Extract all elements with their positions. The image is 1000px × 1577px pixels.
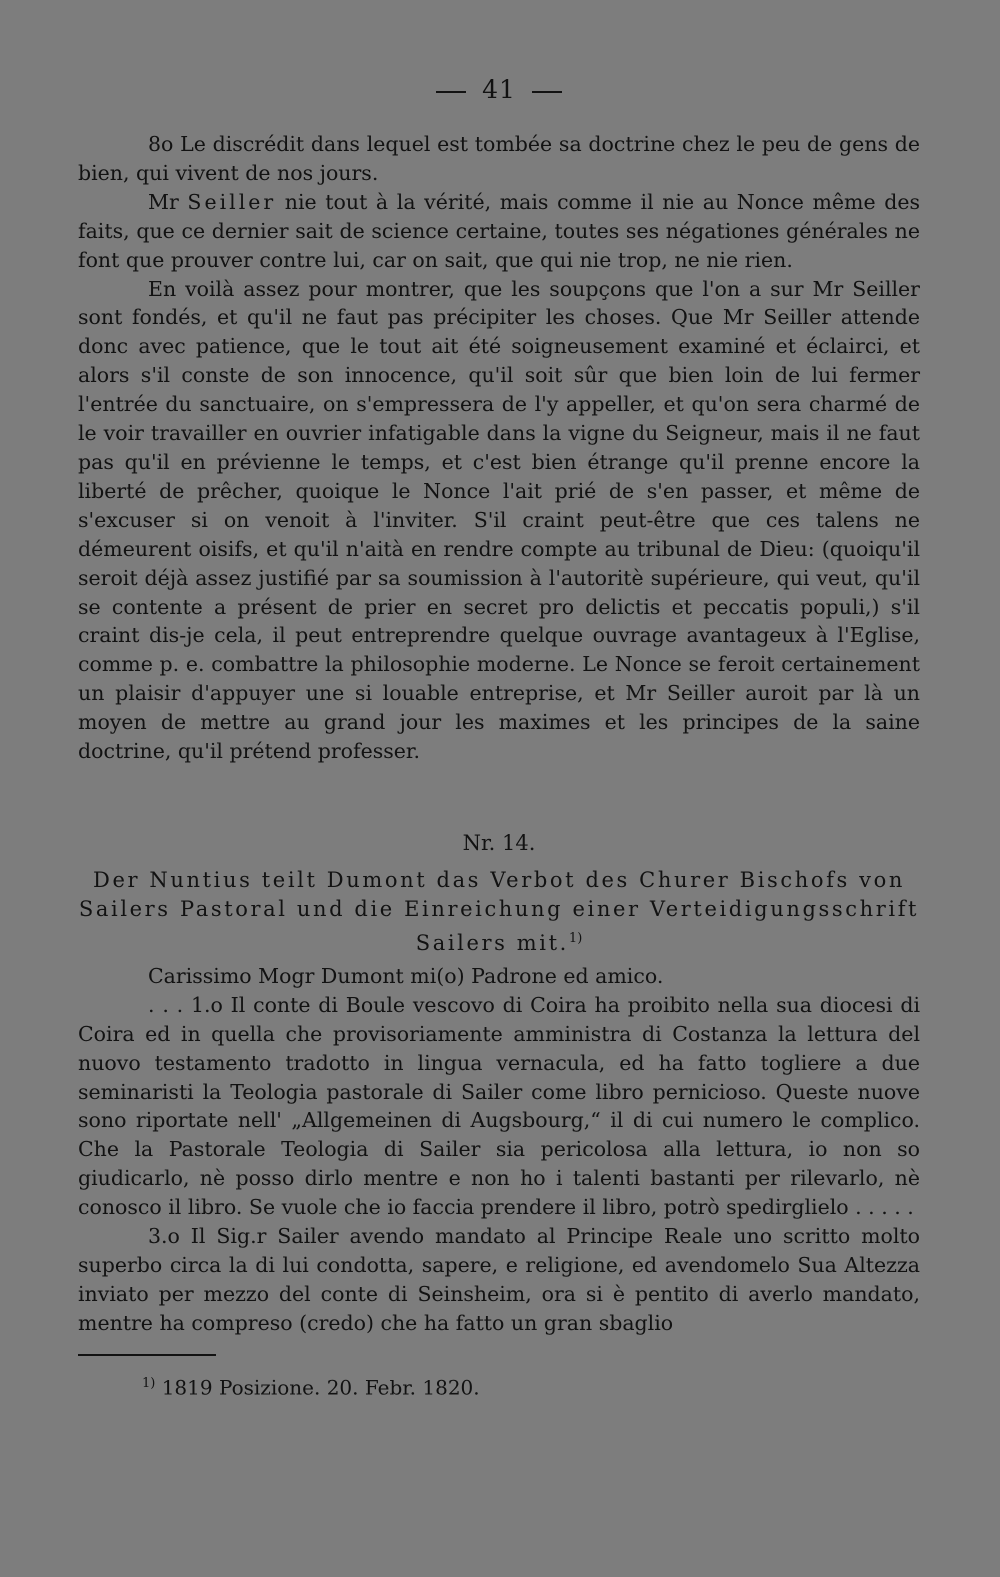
footnote-marker: 1)	[142, 1375, 156, 1391]
footnote	[78, 1370, 920, 1402]
letter-salutation: Carissimo Mogr Dumont mi(o) Padrone ed amico.	[148, 963, 664, 988]
paragraph-seiller-denial	[78, 188, 920, 275]
document-number: Nr. 14.	[462, 830, 536, 855]
book-page	[78, 72, 920, 1401]
document-heading-text: Der Nuntius teilt Dumont das Verbot des Churer Bischofs von Sailers Pastoral und die Einreichung einer Verteidigungsschrift Sailers mit.	[78, 867, 920, 955]
title-abbreviation: Mr	[148, 189, 188, 214]
document-heading	[78, 866, 920, 958]
footnote-divider	[78, 1354, 216, 1356]
page-number-dash-right	[532, 91, 562, 93]
footnote-reference: 1)	[568, 930, 583, 946]
paragraph-point-8: 8o Le discrédit dans lequel est tombée sa doctrine chez le peu de gens de bien, qui vivent de nos jours.	[78, 132, 920, 185]
paragraph-point-1: . . . 1.o Il conte di Boule vescovo di Coira ha proibito nella sua diocesi di Coira ed in quella che provisoriamente amministra di Costanza la lettura del nuovo testamento tradotto in lingua vernacula, ed ha fatto togliere a due seminaristi la Teologia pastorale di Sailer come libro pernicioso. Queste nuove sono riportate nell' „Allgemeinen di Augsbourg,“ il di cui numero le complico. Che la Pastorale Teologia di Sailer sia pericolosa alla lettura, io non so giudicarlo, nè posso dirlo mentre e non ho i talenti bastanti per rilevarlo, nè conosco il libro. Se vuole che io faccia prendere il libro, potrò spedirglielo . . . . .	[78, 992, 920, 1220]
footnote-text: 1819 Posizione. 20. Febr. 1820.	[155, 1375, 480, 1400]
paragraph-seiller-denial-text: nie tout à la vérité, mais comme il nie au Nonce même des faits, que ce dernier sait de science certaine, toutes ses négationes générales ne font que prouver contre lui, car on sait, que qui nie trop, ne nie rien.	[78, 189, 920, 272]
spaced-name: Seiller	[187, 189, 277, 214]
paragraph-point-3: 3.o Il Sig.r Sailer avendo mandato al Principe Reale uno scritto molto superbo circa la di lui condotta, sapere, e religione, ed avendomelo Sua Altezza inviato per mezzo del conte di Seinsheim, ora si è pentito di averlo mandato, mentre ha compreso (credo) che ha fatto un gran sbaglio	[78, 1224, 920, 1335]
page-number-dash-left	[436, 91, 466, 93]
page-number-value: 41	[482, 75, 516, 104]
page-number	[78, 72, 920, 108]
paragraph-suspicions: En voilà assez pour montrer, que les soupçons que l'on a sur Mr Seiller sont fondés, et qu'il ne faut pas précipiter les choses. Que Mr Seiller attende donc avec patience, que le tout ait été soigneusement examiné et éclairci, et alors s'il conste de son innocence, qu'il soit sûr que bien loin de lui fermer l'entrée du sanctuaire, on s'empressera de l'y appeller, et qu'on sera charmé de le voir travailler en ouvrier infatigable dans la vigne du Seigneur, mais il ne faut pas qu'il en prévienne le temps, et c'est bien étrange qu'il prenne encore la liberté de prêcher, quoique le Nonce l'ait prié de s'en passer, et même de s'excuser si on venoit à l'inviter. S'il craint peut-être que ces talens ne démeurent oisifs, et qu'il n'aità en rendre compte au tribunal de Dieu: (quoiqu'il seroit déjà assez justifié par sa soumission à l'autoritè supérieure, qui veut, qu'il se contente a présent de prier en secret pro delictis et peccatis populi,) s'il craint dis-je cela, il peut entreprendre quelque ouvrage avantageux à l'Eglise, comme p. e. combattre la philosophie moderne. Le Nonce se feroit certainement un plaisir d'appuyer une si louable entreprise, et Mr Seiller auroit par là un moyen de mettre au grand jour les maximes et les principes de la saine doctrine, qu'il prétend professer.	[78, 276, 920, 764]
